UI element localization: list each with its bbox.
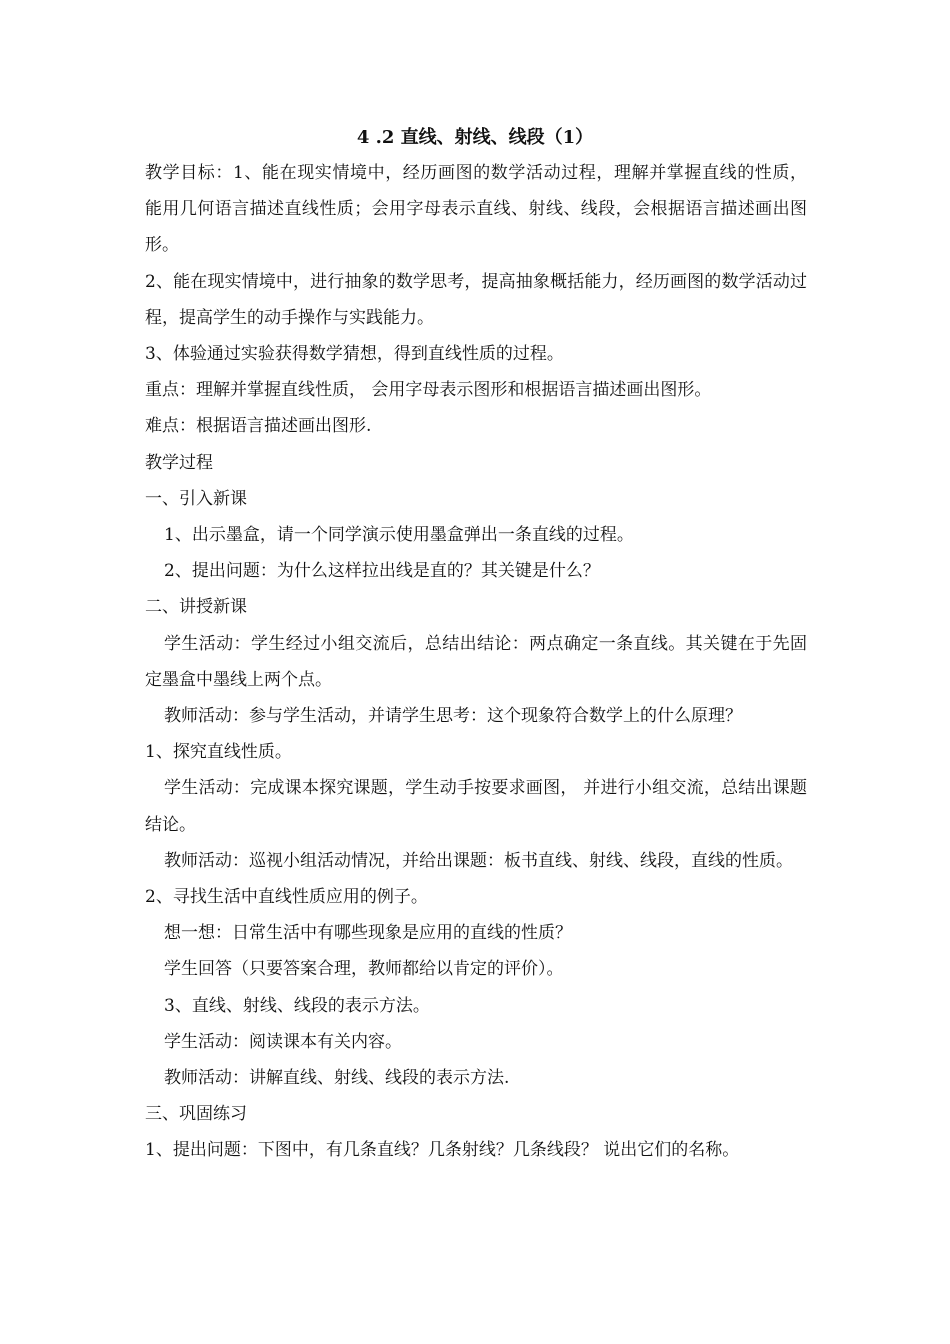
paragraph: 1、出示墨盒，请一个同学演示使用墨盒弹出一条直线的过程。 <box>164 525 634 546</box>
paragraph: 2、提出问题：为什么这样拉出线是直的？其关键是什么？ <box>164 561 600 582</box>
paragraph: 学生活动：学生经过小组交流后，总结出结论：两点确定一条直线。其关键在于先固定墨盒中墨线上两个点。 <box>145 633 807 690</box>
paragraph: 2、能在现实情境中，进行抽象的数学思考，提高抽象概括能力，经历画图的数学活动过程，提高学生的动手操作与实践能力。 <box>145 271 807 328</box>
paragraph: 2、寻找生活中直线性质应用的例子。 <box>145 887 428 908</box>
page-title: 4 .2 直线、射线、线段（1） <box>356 127 594 148</box>
paragraph: 学生活动：完成课本探究课题，学生动手按要求画图， 并进行小组交流，总结出课题结论。 <box>145 778 807 835</box>
paragraph: 重点：理解并掌握直线性质， 会用字母表示图形和根据语言描述画出图形。 <box>145 380 712 401</box>
paragraph: 学生活动：阅读课本有关内容。 <box>164 1031 402 1052</box>
paragraph: 教师活动：参与学生活动，并请学生思考：这个现象符合数学上的什么原理？ <box>164 706 742 727</box>
paragraph: 教学目标：1、能在现实情境中，经历画图的数学活动过程，理解并掌握直线的性质， 能用几何语言描述直线性质；会用字母表示直线、射线、线段，会根据语言描述画出图形。 <box>145 163 807 256</box>
paragraph: 3、体验通过实验获得数学猜想，得到直线性质的过程。 <box>145 344 564 365</box>
paragraph: 想一想：日常生活中有哪些现象是应用的直线的性质？ <box>164 923 572 944</box>
paragraph: 教师活动：巡视小组活动情况，并给出课题：板书直线、射线、线段，直线的性质。 <box>164 850 793 871</box>
paragraph: 教学过程 <box>145 452 213 473</box>
paragraph: 1、提出问题：下图中，有几条直线？几条射线？几条线段？ 说出它们的名称。 <box>145 1140 740 1161</box>
paragraph: 难点：根据语言描述画出图形. <box>145 416 372 437</box>
paragraph: 1、探究直线性质。 <box>145 742 292 763</box>
paragraph: 三、巩固练习 <box>145 1104 247 1125</box>
document-body <box>145 155 807 1169</box>
paragraph: 学生回答（只要答案合理，教师都给以肯定的评价）。 <box>164 959 564 980</box>
paragraph: 3、直线、射线、线段的表示方法。 <box>164 995 430 1016</box>
paragraph: 一、引入新课 <box>145 488 247 509</box>
paragraph: 教师活动：讲解直线、射线、线段的表示方法. <box>164 1068 510 1089</box>
paragraph: 二、讲授新课 <box>145 597 247 618</box>
